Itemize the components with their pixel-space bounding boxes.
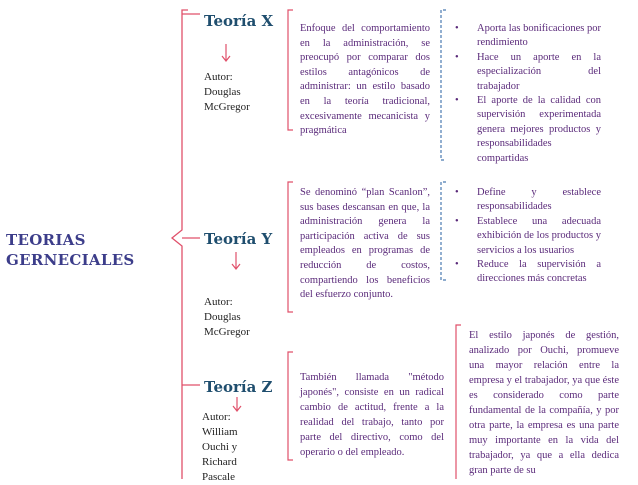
- bracket-z: [288, 352, 293, 460]
- author-label: Autor:: [204, 296, 233, 308]
- author-line: Ouchi y: [202, 441, 238, 453]
- main-title: TEORIAS GERNECIALES: [6, 231, 135, 269]
- bracket-x: [288, 10, 293, 130]
- theory-x-author: [204, 70, 250, 115]
- author-label: Autor:: [202, 411, 231, 423]
- list-item: • Reduce la supervisión a direcciones más concretas: [455, 258, 601, 287]
- theory-y-description: Se denominó “plan Scanlon”, sus bases descansan en que, la administración genera la participación activa de sus empleados en programas de reducción de costos, compartiendo los beneficios del esfuerzo conjunto.: [300, 187, 430, 301]
- main-brace: [172, 10, 188, 479]
- list-item: • Define y establece responsabilidades: [455, 186, 601, 215]
- list-item: • Establece una adecuada exhibición de los productos y servicios a los usuarios: [455, 215, 601, 258]
- bracket-y-bullets: [441, 182, 446, 280]
- bracket-y: [288, 182, 293, 312]
- arrow-x: [222, 44, 230, 61]
- theory-y-bullets: [455, 186, 601, 287]
- author-line: Douglas: [204, 311, 241, 323]
- theory-z-author: [202, 410, 238, 485]
- theory-x-bullets: [455, 22, 601, 166]
- author-line: McGregor: [204, 101, 250, 113]
- theory-y-author: [204, 295, 250, 340]
- author-line: Pascale: [202, 471, 235, 483]
- theory-y-title: Teoría Y: [204, 230, 273, 248]
- author-line: Richard: [202, 456, 237, 468]
- theory-x-description: Enfoque del comportamiento en la administración, se preocupó por comparar dos estilos antagónicos de administrar: un estilo basado en la teoría tradicional, excesivamente mecanicista y pragmática: [300, 23, 430, 137]
- theory-z-title: Teoría Z: [204, 378, 273, 396]
- author-line: McGregor: [204, 326, 250, 338]
- list-item: • El aporte de la calidad con supervisión experimentada genera mejores productos y responsabilidades compartidas: [455, 94, 601, 166]
- author-line: William: [202, 426, 238, 438]
- author-label: Autor:: [204, 71, 233, 83]
- bracket-z-detail: [456, 325, 461, 479]
- arrow-z: [233, 397, 241, 411]
- theory-x-title: Teoría X: [204, 12, 274, 30]
- bracket-x-bullets: [441, 10, 446, 160]
- theory-z-detail: El estilo japonés de gestión, analizado por Ouchi, promueve una mayor relación entre la empresa y el trabajador, ya que éste es considerado como parte fundamental de la compañía, y por otra parte, la empresa es una parte muy importante en la vida del trabajador, ya que a ella dedica gran parte de su: [469, 330, 619, 476]
- arrow-y: [232, 252, 240, 269]
- theory-z-description: También llamada "método japonés", consiste en un radical cambio de actitud, frente a la realidad del trabajo, tanto por parte del directivo, como del operario o del empleado.: [300, 372, 444, 458]
- list-item: • Hace un aporte en la especialización del trabajador: [455, 51, 601, 94]
- author-line: Douglas: [204, 86, 241, 98]
- list-item: • Aporta las bonificaciones por rendimiento: [455, 22, 601, 51]
